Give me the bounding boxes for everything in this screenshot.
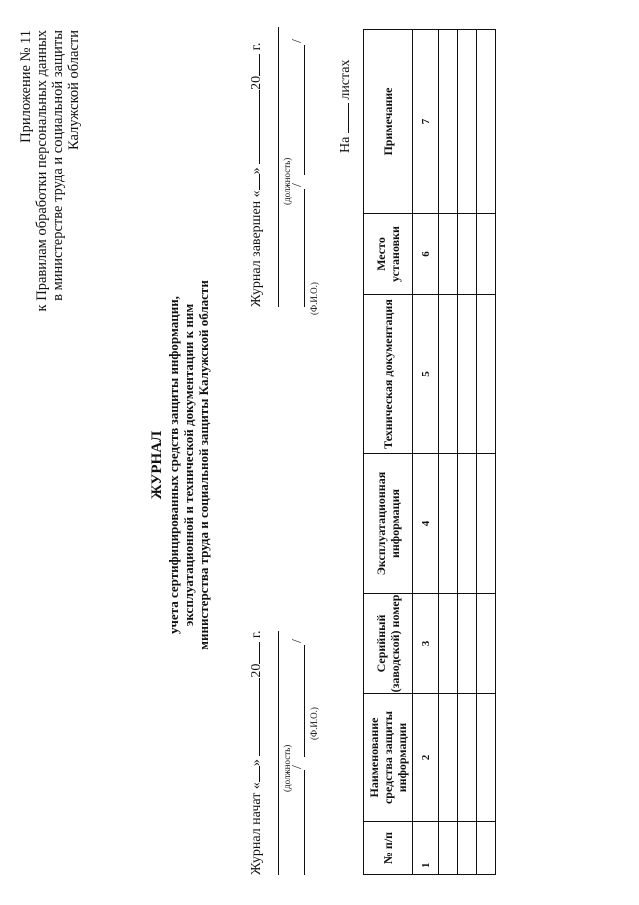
table-cell[interactable] bbox=[477, 30, 496, 214]
table-cell[interactable] bbox=[477, 594, 496, 694]
started-date-row bbox=[247, 630, 265, 875]
journal-subtitle-line-3: министерства труда и социальной защиты Калужской области bbox=[196, 280, 211, 650]
appendix-line-3: в министерстве труда и социальной защиты bbox=[50, 30, 66, 301]
table-cell[interactable] bbox=[439, 694, 458, 822]
finished-year-prefix: 20 bbox=[249, 75, 264, 90]
sheets-suffix: листах bbox=[338, 59, 353, 100]
column-number-4: 4 bbox=[413, 454, 439, 594]
finished-year-field[interactable] bbox=[247, 54, 260, 76]
finished-quote-close: » bbox=[249, 167, 264, 175]
sheets-prefix: На bbox=[338, 136, 353, 153]
finished-month-field[interactable] bbox=[247, 90, 260, 164]
finished-date-row bbox=[247, 43, 265, 307]
table-row bbox=[439, 30, 458, 875]
header-notes: Примечание bbox=[364, 30, 413, 214]
sheets-count-row bbox=[336, 59, 354, 153]
column-number-6: 6 bbox=[413, 214, 439, 295]
started-name-caption: (Ф.И.О.) bbox=[309, 707, 319, 740]
appendix-line-1: Приложение № 11 bbox=[18, 30, 34, 143]
finished-day-field[interactable] bbox=[247, 174, 260, 190]
started-quote-close: » bbox=[249, 759, 264, 767]
table-cell[interactable] bbox=[439, 454, 458, 594]
finished-slash-1: / bbox=[290, 183, 305, 187]
started-position-caption: (должность) bbox=[282, 744, 292, 792]
header-tool-name: Наименование средства защиты информации bbox=[364, 694, 413, 822]
finished-position-line[interactable] bbox=[278, 27, 279, 307]
finished-signature-line[interactable] bbox=[304, 45, 305, 175]
column-number-3: 3 bbox=[413, 594, 439, 694]
journal-title: ЖУРНАЛ bbox=[149, 430, 165, 500]
header-install-location: Место установки bbox=[364, 214, 413, 295]
appendix-line-4: Калужской области bbox=[66, 30, 82, 150]
header-operational-info: Эксплуатационная информация bbox=[364, 454, 413, 594]
table-cell[interactable] bbox=[439, 822, 458, 875]
table-cell[interactable] bbox=[458, 454, 477, 594]
sheets-count-field[interactable] bbox=[336, 103, 349, 133]
started-signature-line[interactable] bbox=[304, 645, 305, 757]
journal-subtitle-line-2: эксплуатационной и технической документации к ним bbox=[181, 303, 196, 627]
column-number-1: 1 bbox=[413, 822, 439, 875]
finished-year-suffix: г. bbox=[249, 42, 264, 51]
table-cell[interactable] bbox=[439, 214, 458, 295]
table-cell[interactable] bbox=[477, 694, 496, 822]
journal-subtitle-line-1: учета сертифицированных средств защиты информации, bbox=[166, 296, 181, 634]
appendix-line-2: к Правилам обработки персональных данных bbox=[34, 30, 50, 312]
journal-title-block bbox=[148, 225, 211, 705]
header-technical-docs: Техническая документация bbox=[364, 295, 413, 454]
started-year-suffix: г. bbox=[249, 630, 264, 639]
table-cell[interactable] bbox=[439, 295, 458, 454]
table-cell[interactable] bbox=[458, 694, 477, 822]
table-cell[interactable] bbox=[458, 295, 477, 454]
table-cell[interactable] bbox=[458, 214, 477, 295]
table-cell[interactable] bbox=[458, 822, 477, 875]
table-number-row bbox=[413, 30, 439, 875]
column-number-5: 5 bbox=[413, 295, 439, 454]
table-row bbox=[458, 30, 477, 875]
table-row bbox=[477, 30, 496, 875]
started-name-line[interactable] bbox=[304, 770, 305, 875]
started-year-prefix: 20 bbox=[249, 663, 264, 678]
started-slash-1: / bbox=[290, 765, 305, 769]
table-cell[interactable] bbox=[477, 214, 496, 295]
finished-slash-2: / bbox=[290, 39, 305, 43]
table-cell[interactable] bbox=[458, 30, 477, 214]
started-day-field[interactable] bbox=[247, 766, 260, 782]
table-cell[interactable] bbox=[458, 594, 477, 694]
finished-name-line[interactable] bbox=[304, 189, 305, 307]
finished-position-caption: (должность) bbox=[282, 157, 292, 205]
started-label: Журнал начат « bbox=[249, 782, 264, 875]
started-month-field[interactable] bbox=[247, 678, 260, 756]
finished-name-caption: (Ф.И.О.) bbox=[309, 282, 319, 315]
started-slash-2: / bbox=[290, 639, 305, 643]
header-serial-number: Серийный (заводской) номер bbox=[364, 594, 413, 694]
table-cell[interactable] bbox=[477, 295, 496, 454]
started-position-line[interactable] bbox=[278, 631, 279, 875]
column-number-7: 7 bbox=[413, 30, 439, 214]
finished-label: Журнал завершен « bbox=[249, 190, 264, 307]
table-cell[interactable] bbox=[477, 822, 496, 875]
table-cell[interactable] bbox=[439, 594, 458, 694]
appendix-header bbox=[18, 30, 82, 311]
table-cell[interactable] bbox=[439, 30, 458, 214]
table-header-row bbox=[364, 30, 413, 875]
journal-table bbox=[363, 29, 496, 875]
column-number-2: 2 bbox=[413, 694, 439, 822]
header-number: № п/п bbox=[364, 822, 413, 875]
table-cell[interactable] bbox=[477, 454, 496, 594]
started-year-field[interactable] bbox=[247, 642, 260, 664]
